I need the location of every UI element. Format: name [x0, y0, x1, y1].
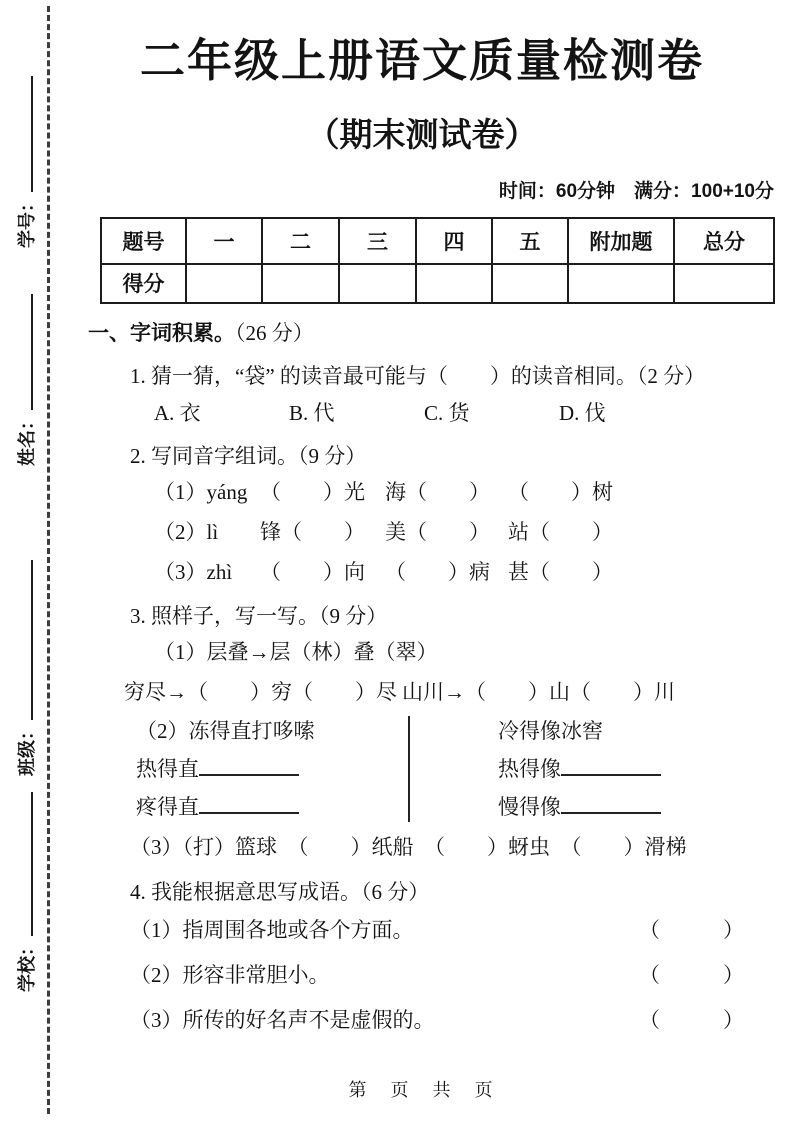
fill-prefix: 疼得直 — [136, 794, 199, 819]
question-4-item-1 — [130, 908, 744, 953]
blank-word: 锋（ ） — [260, 519, 365, 544]
pattern-blank: 山川→（ ）山（ ）川 — [402, 679, 675, 704]
score-cell — [186, 264, 262, 303]
score-cell — [416, 264, 492, 303]
row-pinyin: （2）lì — [154, 519, 219, 544]
student-number-label: 学号： — [17, 194, 37, 248]
question-4-item-2 — [130, 953, 744, 998]
score-cell — [262, 264, 339, 303]
student-name-label: 姓名： — [17, 412, 37, 466]
score-cell — [339, 264, 416, 303]
question-1-label: 1. 猜一猜，“袋” 的读音最可能与（ ）的读音相同。（2 分） — [130, 363, 706, 388]
class-field — [13, 560, 43, 776]
part2-right-column — [410, 712, 661, 826]
question-3-part2 — [136, 712, 778, 826]
blank-word: 甚（ ） — [508, 559, 613, 584]
part2-right-row — [498, 750, 661, 788]
part2-left-row — [136, 788, 408, 826]
table-header-two: 二 — [262, 218, 339, 264]
blank-word: （ ）向 — [260, 559, 365, 584]
blank-word: （ ）树 — [508, 479, 613, 504]
score-cell — [674, 264, 774, 303]
row-pinyin: （1）yáng — [154, 479, 248, 504]
row-pinyin: （3）zhì — [154, 559, 233, 584]
score-cell — [492, 264, 568, 303]
section-one-score: （26 分） — [235, 320, 314, 345]
fill-prefix: 热得直 — [136, 756, 199, 781]
class-line — [25, 560, 33, 720]
part2-right-row — [498, 788, 661, 826]
part2-right-example: 冷得像冰窖 — [498, 718, 603, 743]
score-table-header-row — [101, 218, 774, 264]
score-table-score-row — [101, 264, 774, 303]
blank-word: （ ）病 — [385, 559, 490, 584]
option-c: C. 货 — [424, 400, 470, 425]
fill-prefix: 热得像 — [498, 756, 561, 781]
table-header-total: 总分 — [674, 218, 774, 264]
question-2-row-3 — [154, 552, 778, 592]
table-header-one: 一 — [186, 218, 262, 264]
time-and-score-info: 时间：60分钟 满分：100+10分 — [498, 181, 774, 203]
section-one-title: 一、字词积累。 — [88, 320, 235, 345]
question-4-label: 4. 我能根据意思写成语。（6 分） — [130, 879, 430, 904]
idiom-clue: （2）形容非常胆小。 — [130, 962, 330, 987]
section-one-heading — [88, 318, 778, 348]
school-field — [13, 792, 43, 992]
idiom-answer-blank: （ ） — [639, 917, 744, 942]
option-b: B. 代 — [289, 400, 335, 425]
blank-word: 站（ ） — [508, 519, 613, 544]
question-3-part3: （3）（打）篮球 （ ）纸船 （ ）蚜虫 （ ）滑梯 — [130, 834, 687, 859]
blank-word: （ ）光 — [260, 479, 365, 504]
page-subtitle: （期末测试卷） — [306, 115, 538, 154]
blank-word: 美（ ） — [385, 519, 490, 544]
exam-page — [66, 0, 778, 1043]
answer-blank-line — [561, 769, 661, 776]
answer-blank-line — [199, 807, 299, 814]
score-table — [100, 217, 775, 304]
idiom-clue: （3）所传的好名声不是虚假的。 — [130, 1007, 435, 1032]
binding-dashed-line — [47, 6, 50, 1114]
student-name-field — [13, 294, 43, 466]
table-header-bonus: 附加题 — [568, 218, 674, 264]
idiom-answer-blank: （ ） — [639, 962, 744, 987]
table-header-question: 题号 — [101, 218, 186, 264]
student-number-field — [13, 76, 43, 248]
class-label: 班级： — [17, 722, 37, 776]
part2-left-example: （2）冻得直打哆嗦 — [136, 718, 315, 743]
question-2-row-1 — [154, 472, 778, 512]
table-header-three: 三 — [339, 218, 416, 264]
question-2-row-2 — [154, 512, 778, 552]
school-line — [25, 792, 33, 936]
table-header-four: 四 — [416, 218, 492, 264]
page-footer: 第 页 共 页 — [348, 1080, 496, 1100]
question-2-label: 2. 写同音字组词。（9 分） — [130, 443, 367, 468]
page-title: 二年级上册语文质量检测卷 — [139, 34, 704, 87]
school-label: 学校： — [17, 938, 37, 992]
option-a: A. 衣 — [154, 400, 201, 425]
part2-left-row — [136, 750, 408, 788]
score-cell — [568, 264, 674, 303]
question-3-part1-row — [124, 672, 778, 712]
question-3-part1-example: （1）层叠→层（林）叠（翠） — [154, 639, 438, 664]
part2-left-column — [136, 712, 408, 826]
answer-blank-line — [199, 769, 299, 776]
question-3-label: 3. 照样子，写一写。（9 分） — [130, 603, 388, 628]
student-number-line — [25, 76, 33, 192]
score-row-label: 得分 — [101, 264, 186, 303]
idiom-answer-blank: （ ） — [639, 1007, 744, 1032]
question-4-item-3 — [130, 998, 744, 1043]
idiom-clue: （1）指周围各地或各个方面。 — [130, 917, 414, 942]
answer-blank-line — [561, 807, 661, 814]
table-header-five: 五 — [492, 218, 568, 264]
option-d: D. 伐 — [559, 400, 606, 425]
pattern-blank: 穷尽→（ ）穷（ ）尽 — [124, 679, 397, 704]
blank-word: 海（ ） — [385, 479, 490, 504]
fill-prefix: 慢得像 — [498, 794, 561, 819]
question-1-options — [154, 398, 778, 428]
student-name-line — [25, 294, 33, 410]
